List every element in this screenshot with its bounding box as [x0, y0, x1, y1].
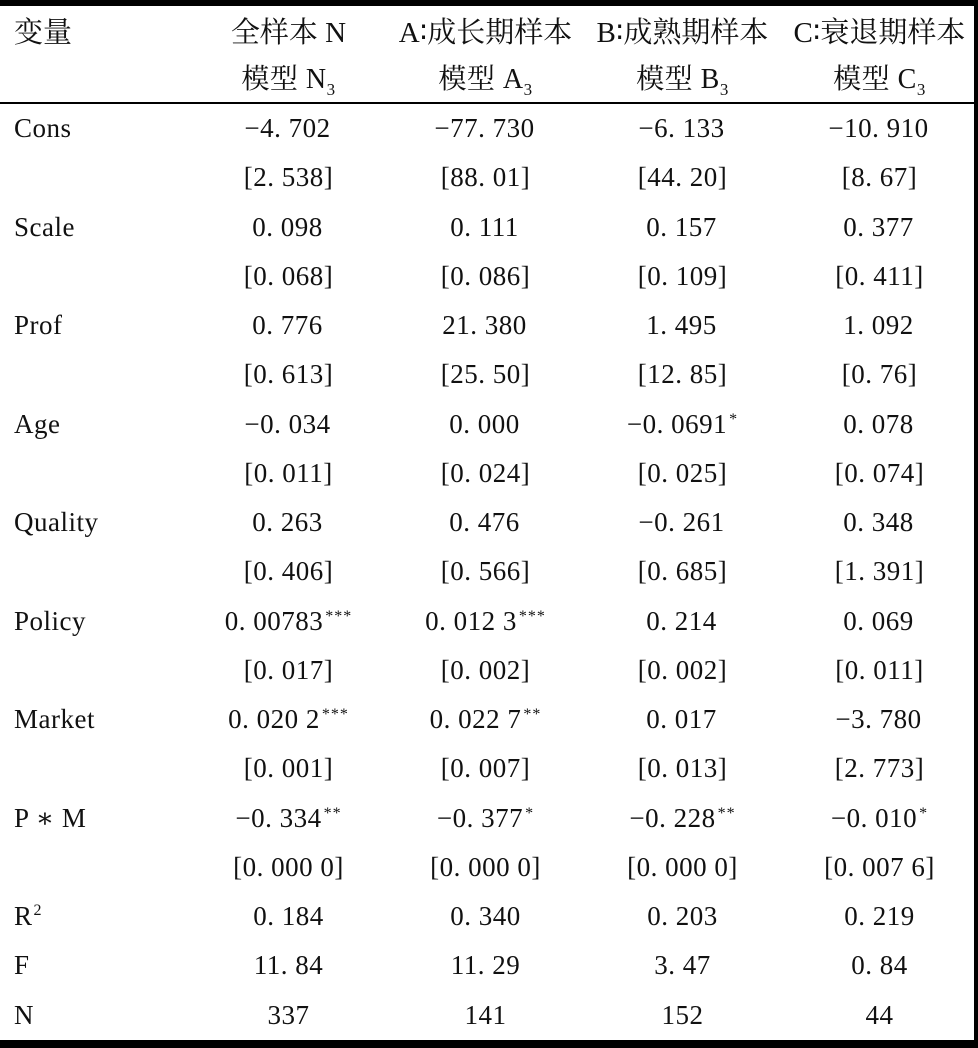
- coef-value: 0. 017: [646, 704, 717, 735]
- coef-cell: [781, 113, 978, 144]
- coef-cell: [781, 310, 978, 341]
- se-cell: [0. 074]: [834, 457, 925, 488]
- se-cell: [0. 024]: [440, 457, 531, 488]
- se-cell: [1. 391]: [834, 556, 925, 587]
- model-subscript: 3: [523, 79, 533, 99]
- se-cell: [0. 000 0]: [430, 851, 541, 882]
- se-cell: [0. 685]: [637, 556, 728, 587]
- se-cell: [0. 002]: [637, 654, 728, 685]
- se-cell: [2. 773]: [834, 753, 925, 784]
- sig-stars: *: [919, 804, 929, 822]
- table-row-prof-se: [0, 350, 978, 399]
- sig-stars: **: [717, 804, 736, 822]
- coef-cell: [387, 113, 584, 144]
- coef-value: 1. 495: [646, 310, 717, 341]
- table-row-pm-se: [0, 843, 978, 892]
- model-subscript: 3: [326, 79, 336, 99]
- coef-value: −3. 780: [835, 704, 922, 735]
- coef-cell: [387, 803, 584, 834]
- coef-value: −0. 334: [235, 802, 322, 833]
- stat-cell: 0. 84: [851, 950, 908, 981]
- table-row-r-squared: [0, 892, 978, 941]
- header-decline-sample: C∶衰退期样本: [793, 16, 966, 49]
- header-model-n3: [190, 57, 387, 100]
- stat-label: R: [14, 901, 33, 932]
- se-cell: [0. 007 6]: [824, 851, 935, 882]
- se-cell: [0. 011]: [244, 457, 333, 488]
- se-cell: [0. 025]: [637, 457, 728, 488]
- coef-value: −0. 0691: [626, 408, 728, 439]
- stat-cell: 337: [267, 999, 310, 1030]
- stat-label: F: [14, 950, 30, 981]
- coef-cell: [190, 310, 387, 341]
- coef-value: 0. 069: [843, 605, 914, 636]
- stat-cell: 0. 219: [844, 901, 915, 932]
- se-cell: [0. 76]: [841, 359, 918, 390]
- row-label: Age: [14, 408, 61, 439]
- se-cell: [12. 85]: [637, 359, 728, 390]
- coef-cell: [387, 507, 584, 538]
- coef-value: 0. 111: [450, 211, 519, 242]
- coef-value: −0. 261: [638, 507, 725, 538]
- coef-cell: [584, 606, 781, 637]
- coef-cell: [190, 409, 387, 440]
- model-subscript: 3: [916, 79, 926, 99]
- row-label: Cons: [14, 113, 72, 144]
- header-row-models: [0, 54, 978, 102]
- stat-cell: 152: [661, 999, 704, 1030]
- row-label: [0, 950, 190, 981]
- sig-stars: ***: [321, 706, 349, 724]
- coef-value: −6. 133: [638, 113, 725, 144]
- stat-cell: 141: [464, 999, 507, 1030]
- coef-cell: [190, 704, 387, 735]
- stat-label-superscript: 2: [33, 902, 43, 920]
- se-cell: [0. 566]: [440, 556, 531, 587]
- table-row-cons-se: [0, 153, 978, 202]
- coef-value: 0. 263: [252, 507, 323, 538]
- table-row-quality-se: [0, 547, 978, 596]
- row-label: Quality: [14, 507, 99, 538]
- stat-cell: 0. 184: [253, 901, 324, 932]
- coef-cell: [781, 606, 978, 637]
- table-row-quality-coef: [0, 498, 978, 547]
- coef-value: 0. 012 3: [425, 605, 517, 636]
- se-cell: [44. 20]: [637, 162, 728, 193]
- header-full-sample: 全样本 N: [230, 16, 347, 49]
- stat-cell: 11. 84: [253, 950, 324, 981]
- header-mature-sample: B∶成熟期样本: [596, 16, 769, 49]
- coef-cell: [387, 704, 584, 735]
- se-cell: [0. 086]: [440, 260, 531, 291]
- coef-cell: [781, 704, 978, 735]
- se-cell: [0. 411]: [835, 260, 924, 291]
- header-variable: 变量: [14, 16, 73, 49]
- coef-cell: [781, 212, 978, 243]
- se-cell: [0. 000 0]: [233, 851, 344, 882]
- table-row-market-se: [0, 744, 978, 793]
- sig-stars: *: [525, 804, 535, 822]
- row-label: P ∗ M: [14, 802, 87, 833]
- row-label: Market: [14, 704, 95, 735]
- sig-stars: **: [323, 804, 342, 822]
- coef-value: 0. 476: [449, 507, 520, 538]
- se-cell: [0. 109]: [637, 260, 728, 291]
- coef-cell: [387, 606, 584, 637]
- coef-value: 0. 776: [252, 310, 323, 341]
- se-cell: [8. 67]: [841, 162, 918, 193]
- sig-stars: ***: [325, 607, 353, 625]
- table-row-age-se: [0, 449, 978, 498]
- stat-cell: 0. 203: [647, 901, 718, 932]
- model-name: 模型 C: [833, 63, 917, 95]
- row-label: [0, 901, 190, 932]
- coef-value: 1. 092: [843, 310, 914, 341]
- coef-cell: [190, 507, 387, 538]
- coef-cell: [584, 704, 781, 735]
- coef-value: −77. 730: [434, 113, 535, 144]
- coef-cell: [584, 507, 781, 538]
- se-cell: [0. 068]: [243, 260, 334, 291]
- se-cell: [2. 538]: [243, 162, 334, 193]
- header-model-b3: [584, 57, 781, 100]
- row-label: Scale: [14, 211, 75, 242]
- coef-cell: [190, 212, 387, 243]
- se-cell: [0. 011]: [835, 654, 924, 685]
- coef-value: −0. 377: [436, 802, 524, 833]
- coef-cell: [584, 310, 781, 341]
- table-row-f-stat: [0, 941, 978, 990]
- header-growth-sample: A∶成长期样本: [398, 16, 573, 49]
- header-model-a3: [387, 57, 584, 100]
- coef-cell: [190, 113, 387, 144]
- coef-cell: [190, 803, 387, 834]
- coef-value: −4. 702: [244, 113, 331, 144]
- coef-value: −10. 910: [828, 113, 929, 144]
- coef-value: 0. 377: [843, 211, 914, 242]
- se-cell: [0. 613]: [243, 359, 334, 390]
- se-cell: [0. 007]: [440, 753, 531, 784]
- coef-cell: [190, 606, 387, 637]
- header-row-samples: [0, 6, 978, 54]
- table-row-market-coef: [0, 695, 978, 744]
- coef-cell: [584, 409, 781, 440]
- se-cell: [88. 01]: [440, 162, 531, 193]
- row-label: Prof: [14, 310, 63, 341]
- table-row-age-coef: [0, 400, 978, 449]
- coef-value: 0. 214: [646, 605, 717, 636]
- sig-stars: ***: [518, 607, 546, 625]
- right-edge-rule: [974, 0, 978, 1048]
- stat-cell: 0. 340: [450, 901, 521, 932]
- header-model-c3: [781, 57, 978, 100]
- coef-value: 0. 020 2: [228, 704, 320, 735]
- sig-stars: *: [729, 410, 739, 428]
- model-name: 模型 B: [636, 63, 720, 95]
- coef-value: 0. 098: [252, 211, 323, 242]
- table-row-n-obs: [0, 991, 978, 1040]
- coef-value: 0. 00783: [224, 605, 324, 636]
- row-label: [0, 1000, 190, 1031]
- se-cell: [0. 013]: [637, 753, 728, 784]
- table-row-cons-coef: [0, 104, 978, 153]
- coef-cell: [781, 409, 978, 440]
- coef-value: −0. 034: [244, 408, 331, 439]
- sig-stars: **: [523, 706, 542, 724]
- coef-cell: [781, 803, 978, 834]
- se-cell: [25. 50]: [440, 359, 531, 390]
- table-row-pm-coef: [0, 794, 978, 843]
- table-row-scale-se: [0, 252, 978, 301]
- bottom-rule: [0, 1040, 978, 1048]
- row-label: Policy: [14, 605, 87, 636]
- coef-value: 21. 380: [442, 310, 527, 341]
- coef-value: −0. 010: [830, 802, 918, 833]
- coef-cell: [387, 409, 584, 440]
- coef-value: −0. 228: [629, 802, 716, 833]
- stat-cell: 3. 47: [654, 950, 711, 981]
- table-row-policy-coef: [0, 597, 978, 646]
- coef-cell: [584, 212, 781, 243]
- table-row-prof-coef: [0, 301, 978, 350]
- stat-cell: 44: [865, 999, 894, 1030]
- se-cell: [0. 017]: [243, 654, 334, 685]
- stat-cell: 11. 29: [450, 950, 521, 981]
- coef-cell: [387, 212, 584, 243]
- stat-label: N: [14, 999, 34, 1030]
- coef-value: 0. 078: [843, 408, 914, 439]
- coef-cell: [584, 113, 781, 144]
- coef-value: 0. 022 7: [429, 704, 522, 735]
- se-cell: [0. 001]: [243, 753, 334, 784]
- table-row-scale-coef: [0, 203, 978, 252]
- coef-value: 0. 000: [449, 408, 520, 439]
- coef-cell: [584, 803, 781, 834]
- coef-value: 0. 157: [646, 211, 717, 242]
- coef-cell: [781, 507, 978, 538]
- coef-value: 0. 348: [843, 507, 914, 538]
- coef-cell: [387, 310, 584, 341]
- model-name: 模型 N: [241, 63, 327, 95]
- se-cell: [0. 000 0]: [627, 851, 738, 882]
- table-row-policy-se: [0, 646, 978, 695]
- se-cell: [0. 002]: [440, 654, 531, 685]
- model-subscript: 3: [719, 79, 729, 99]
- model-name: 模型 A: [438, 63, 524, 95]
- se-cell: [0. 406]: [243, 556, 334, 587]
